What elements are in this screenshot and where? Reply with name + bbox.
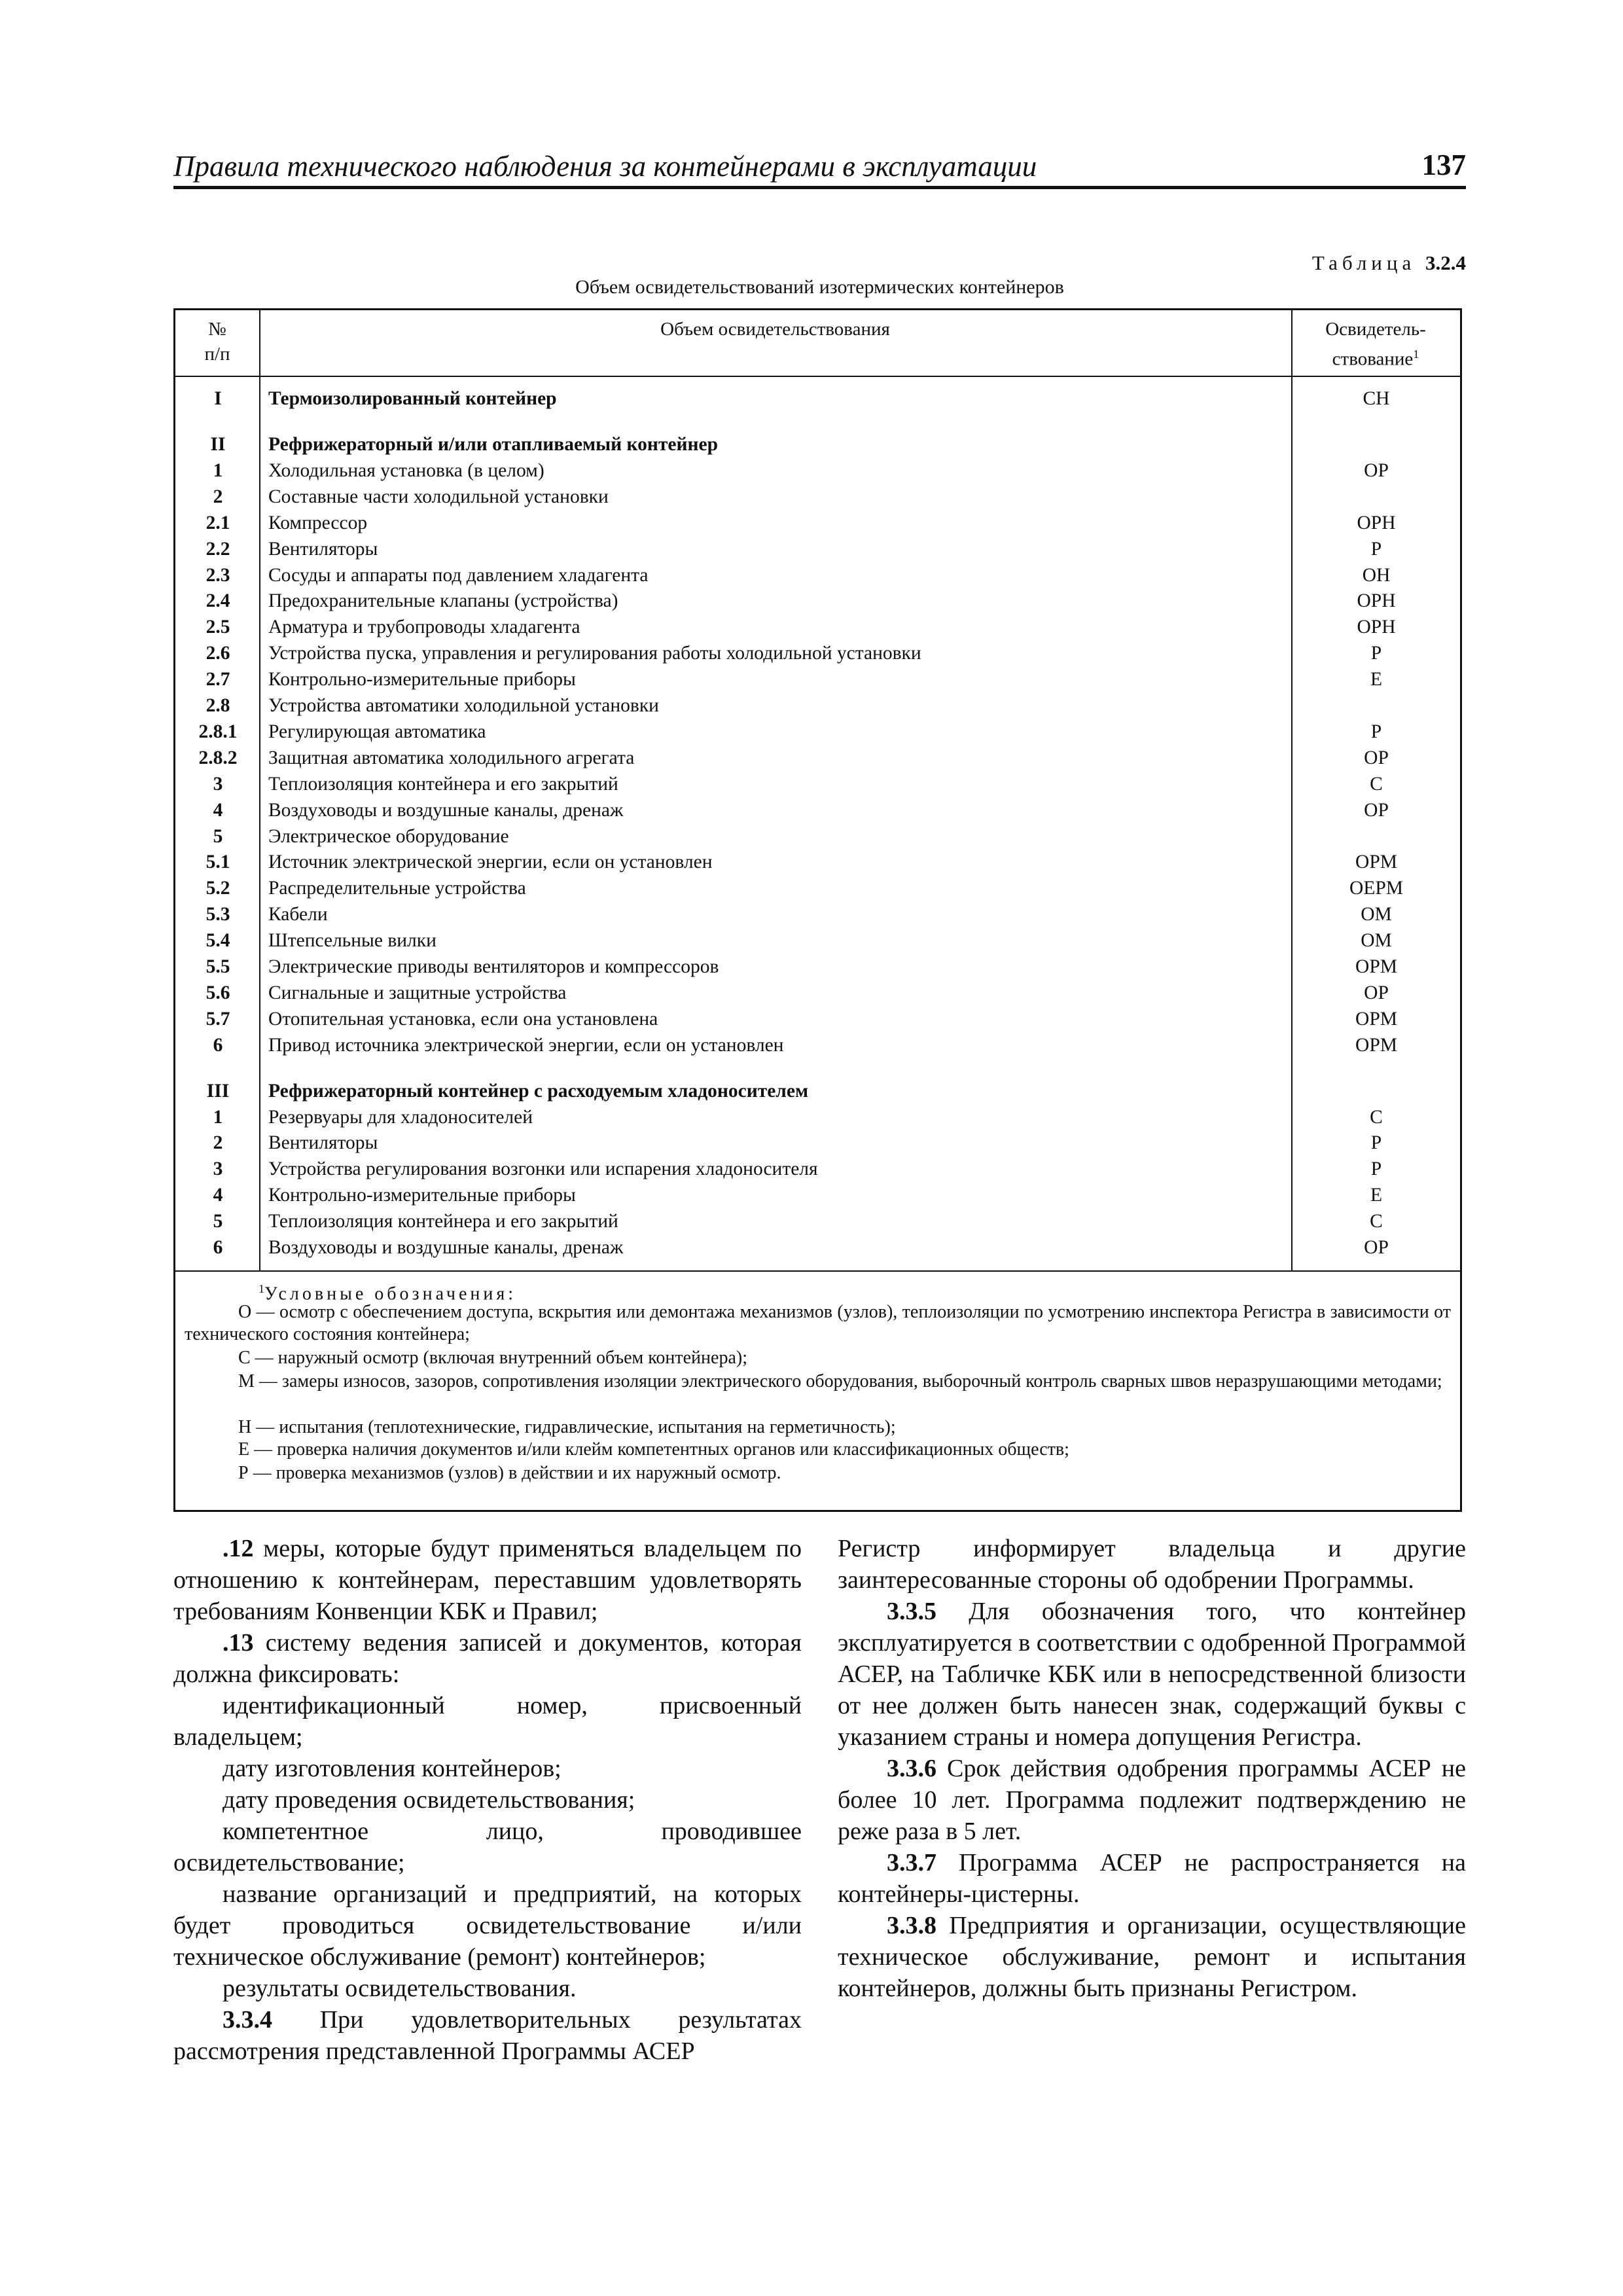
row-scope: Устройства автоматики холодильной установки: [268, 695, 659, 716]
row-number: 3: [213, 1158, 223, 1180]
header-num-line1: №: [208, 319, 226, 340]
row-scope: Воздуховоды и воздушные каналы, дренаж: [268, 799, 624, 821]
table-row: [175, 1032, 1460, 1058]
row-scope: Распределительные устройства: [268, 878, 526, 899]
row-survey-code: ОРН: [1357, 512, 1396, 533]
row-survey-code: ОР: [1364, 747, 1389, 768]
row-survey-code: Р: [1370, 721, 1382, 742]
row-number: 2.7: [205, 669, 230, 691]
row-scope: Резервуары для хладоносителей: [268, 1106, 533, 1128]
row-scope: Защитная автоматика холодильного агрегата: [268, 747, 635, 768]
clause-number: 3.3.6: [887, 1755, 936, 1782]
row-number: 2.8: [205, 695, 230, 716]
table-number: 3.2.4: [1425, 251, 1466, 274]
row-survey-code: С: [1370, 1106, 1383, 1128]
row-scope: Контрольно-измерительные приборы: [268, 669, 576, 691]
table-row: [175, 536, 1460, 562]
paragraph: результаты освидетельствования.: [223, 1975, 577, 2002]
row-survey-code: С: [1370, 1211, 1383, 1232]
table-row: [175, 1208, 1460, 1234]
row-scope: Штепсельные вилки: [268, 930, 437, 952]
row-number: 5.2: [205, 878, 230, 899]
row-scope: Сосуды и аппараты под давлением хладагента: [268, 564, 649, 586]
header-survey: [1291, 317, 1460, 372]
row-survey-code: ОРМ: [1355, 852, 1397, 873]
table-row: [175, 588, 1460, 614]
header-num-line2: п/п: [204, 344, 230, 365]
row-survey-code: ОРМ: [1355, 1008, 1397, 1030]
running-title: Правила технического наблюдения за контейнерами в эксплуатации: [173, 150, 1037, 183]
row-survey-code: ОРМ: [1355, 956, 1397, 977]
table-row: [175, 1234, 1460, 1261]
clause-number: 3.3.7: [887, 1849, 936, 1876]
legend-item: Н — испытания (теплотехнические, гидравлические, испытания на герметичность);: [238, 1417, 896, 1437]
row-survey-code: ОР: [1364, 982, 1389, 1003]
legend-item: О — осмотр с обеспечением доступа, вскрытия или демонтажа механизмов (узлов), теплоизоляции по усмотрению инспектора Регистра в зависимости от технического состояния контейнера;: [185, 1302, 1451, 1344]
clause-number: 3.3.4: [223, 2006, 272, 2034]
page-number: 137: [1421, 149, 1466, 181]
paragraph: [838, 1596, 1466, 1753]
row-number: 5.4: [205, 930, 230, 952]
row-number: 2.5: [205, 617, 230, 638]
header-survey-word: ствование: [1332, 348, 1414, 370]
row-number: 2: [213, 486, 223, 507]
clause-number: .13: [223, 1629, 254, 1657]
row-number: I: [214, 388, 222, 409]
row-scope: Воздуховоды и воздушные каналы, дренаж: [268, 1237, 624, 1258]
table-caption: Объем освидетельствований изотермических контейнеров: [575, 276, 1064, 298]
table-row: [175, 1078, 1460, 1104]
row-number: 2.8.1: [198, 721, 238, 742]
table-row: [175, 386, 1460, 412]
left-column-text: [173, 1533, 802, 2067]
table-row: [175, 771, 1460, 797]
row-scope: Предохранительные клапаны (устройства): [268, 590, 618, 612]
header-num: [175, 317, 259, 367]
row-number: 5.3: [205, 904, 230, 925]
clause-number: 3.3.5: [887, 1598, 936, 1625]
paragraph: компетентное лицо, проводившее освидетельствование;: [173, 1818, 802, 1876]
paragraph: Регистр информирует владельца и другие заинтересованные стороны об одобрении Программы.: [838, 1535, 1466, 1594]
row-scope: Холодильная установка (в целом): [268, 459, 544, 481]
table-row: [175, 1130, 1460, 1156]
table-row: [175, 1104, 1460, 1130]
row-number: 1: [213, 1106, 223, 1128]
row-scope: Электрическое оборудование: [268, 825, 509, 847]
row-number: 6: [213, 1034, 223, 1056]
table-row: [175, 562, 1460, 588]
row-number: 2.2: [205, 538, 230, 560]
paragraph: [838, 1753, 1466, 1847]
row-survey-code: Р: [1370, 1158, 1382, 1180]
legend-title-text: Условные обозначения:: [264, 1283, 517, 1304]
paragraph: [173, 1627, 802, 1690]
table-row: [175, 875, 1460, 901]
table-label: [1312, 251, 1466, 275]
row-number: 2.8.2: [198, 747, 238, 768]
paragraph: [173, 1533, 802, 1627]
paragraph: [838, 1910, 1466, 2004]
paragraph: дату изготовления контейнеров;: [223, 1755, 562, 1782]
table-row: [175, 823, 1460, 850]
row-number: 2.3: [205, 564, 230, 586]
table-row: [175, 901, 1460, 927]
row-number: 5.7: [205, 1008, 230, 1030]
paragraph: идентификационный номер, присвоенный владельцем;: [173, 1692, 802, 1751]
table-row: [175, 692, 1460, 719]
row-scope: Привод источника электрической энергии, если он установлен: [268, 1034, 784, 1056]
table-row: [175, 719, 1460, 745]
row-number: III: [206, 1080, 230, 1102]
row-survey-code: ОРМ: [1355, 1034, 1397, 1056]
paragraph-text: Срок действия одобрения программы АСЕР не более 10 лет. Программа подлежит подтверждению не реже раза в 5 лет.: [838, 1755, 1466, 1845]
table-row: [175, 1156, 1460, 1182]
row-scope: Устройства пуска, управления и регулирования работы холодильной установки: [268, 643, 921, 664]
paragraph: [173, 2004, 802, 2067]
table-row: [175, 980, 1460, 1006]
row-number: 4: [213, 1185, 223, 1206]
row-survey-code: ОЕРМ: [1349, 878, 1403, 899]
row-survey-code: ОН: [1362, 564, 1391, 586]
paragraph: название организаций и предприятий, на которых будет проводиться освидетельствование и/или техническое обслуживание (ремонт) контейнеров;: [173, 1880, 802, 1971]
row-number: 2: [213, 1132, 223, 1154]
table-row: [175, 666, 1460, 692]
row-number: 2.1: [205, 512, 230, 533]
header-survey-line1: Освидетель-: [1325, 319, 1426, 340]
row-scope: Вентиляторы: [268, 1132, 378, 1154]
row-scope: Вентиляторы: [268, 538, 378, 560]
paragraph-text: Предприятия и организации, осуществляющие техническое обслуживание, ремонт и испытания контейнеров, должны быть признаны Регистром.: [838, 1912, 1466, 2002]
row-number: 5.1: [205, 852, 230, 873]
legend-item: Р — проверка механизмов (узлов) в действии и их наружный осмотр.: [238, 1463, 781, 1483]
table-row: [175, 954, 1460, 980]
row-scope: Рефрижераторный контейнер с расходуемым хладоносителем: [268, 1080, 809, 1102]
page-header: [173, 145, 1466, 189]
table-row: [175, 927, 1460, 954]
table-row: [175, 457, 1460, 484]
clause-number: 3.3.8: [887, 1912, 936, 1939]
table-row: [175, 484, 1460, 510]
survey-table: [173, 308, 1462, 1512]
table-row: [175, 849, 1460, 875]
row-number: 2.4: [205, 590, 230, 612]
row-number: II: [210, 434, 226, 455]
table-row: [175, 640, 1460, 666]
row-survey-code: ОМ: [1361, 930, 1392, 952]
row-number: 1: [213, 459, 223, 481]
paragraph: дату проведения освидетельствования;: [223, 1786, 635, 1814]
row-survey-code: Е: [1370, 669, 1383, 691]
row-survey-code: ОМ: [1361, 904, 1392, 925]
row-scope: Теплоизоляция контейнера и его закрытий: [268, 1211, 618, 1232]
row-scope: Отопительная установка, если она установлена: [268, 1008, 658, 1030]
row-scope: Арматура и трубопроводы хладагента: [268, 617, 580, 638]
row-survey-code: ОРН: [1357, 617, 1396, 638]
table-row: [175, 431, 1460, 457]
row-survey-code: Р: [1370, 538, 1382, 560]
row-survey-code: Е: [1370, 1185, 1383, 1206]
paragraph-text: систему ведения записей и документов, которая должна фиксировать:: [173, 1629, 802, 1688]
row-number: 6: [213, 1237, 223, 1258]
row-scope: Рефрижераторный и/или отапливаемый контейнер: [268, 434, 718, 455]
row-scope: Составные части холодильной установки: [268, 486, 609, 507]
row-number: 3: [213, 773, 223, 795]
legend-sup: 1: [259, 1282, 264, 1295]
row-number: 2.6: [205, 643, 230, 664]
row-scope: Устройства регулирования возгонки или испарения хладоносителя: [268, 1158, 818, 1180]
row-scope: Термоизолированный контейнер: [268, 388, 557, 409]
header-divider: [175, 376, 1460, 377]
table-row: [175, 510, 1460, 536]
header-survey-line2: [1291, 342, 1460, 372]
legend-divider: [175, 1270, 1460, 1272]
table-row: [175, 1006, 1460, 1032]
row-number: 4: [213, 799, 223, 821]
clause-number: .12: [223, 1535, 254, 1562]
row-number: 5.6: [205, 982, 230, 1003]
row-scope: Источник электрической энергии, если он установлен: [268, 852, 713, 873]
table-row: [175, 745, 1460, 771]
row-number: 5: [213, 825, 223, 847]
legend-item: М — замеры износов, зазоров, сопротивления изоляции электрического оборудования, выборочный контроль сварных швов неразрушающими методами;: [238, 1371, 1442, 1391]
row-scope: Регулирующая автоматика: [268, 721, 486, 742]
paragraph-text: меры, которые будут применяться владельцем по отношению к контейнерам, переставшим удовлетворять требованиям Конвенции КБК и Правил;: [173, 1535, 802, 1625]
paragraph-text: При удовлетворительных результатах рассмотрения представленной Программы АСЕР: [173, 2006, 802, 2065]
row-survey-code: ОРН: [1357, 590, 1396, 612]
legend-item: С — наружный осмотр (включая внутренний объем контейнера);: [238, 1348, 747, 1368]
paragraph-text: Программа АСЕР не распространяется на контейнеры-цистерны.: [838, 1849, 1466, 1908]
paragraph: [838, 1847, 1466, 1910]
table-label-word: Таблица: [1311, 251, 1416, 274]
row-survey-code: С: [1370, 773, 1383, 795]
row-survey-code: ОР: [1364, 799, 1389, 821]
footnote-mark: 1: [1413, 348, 1419, 361]
legend-item: Е — проверка наличия документов и/или клейм компетентных органов или классификационных обществ;: [238, 1439, 1069, 1460]
table-row: [175, 797, 1460, 823]
right-column-text: [838, 1533, 1466, 2004]
row-scope: Контрольно-измерительные приборы: [268, 1185, 576, 1206]
row-number: 5.5: [205, 956, 230, 977]
row-scope: Компрессор: [268, 512, 368, 533]
paragraph-text: Для обозначения того, что контейнер эксплуатируется в соответствии с одобренной Программой АСЕР, на Табличке КБК или в непосредственной близости от нее должен быть нанесен знак, содержащий буквы с указанием страны и номера допущения Регистра.: [838, 1598, 1466, 1751]
row-survey-code: ОР: [1364, 459, 1389, 481]
table-row: [175, 614, 1460, 640]
row-scope: Электрические приводы вентиляторов и компрессоров: [268, 956, 719, 977]
row-scope: Кабели: [268, 904, 328, 925]
row-survey-code: Р: [1370, 1132, 1382, 1154]
table-row: [175, 1182, 1460, 1208]
header-scope: Объем освидетельствования: [660, 319, 890, 340]
row-scope: Теплоизоляция контейнера и его закрытий: [268, 773, 618, 795]
row-survey-code: ОР: [1364, 1237, 1389, 1258]
row-number: 5: [213, 1211, 223, 1232]
row-survey-code: Р: [1370, 643, 1382, 664]
row-survey-code: СН: [1363, 388, 1390, 409]
row-scope: Сигнальные и защитные устройства: [268, 982, 567, 1003]
